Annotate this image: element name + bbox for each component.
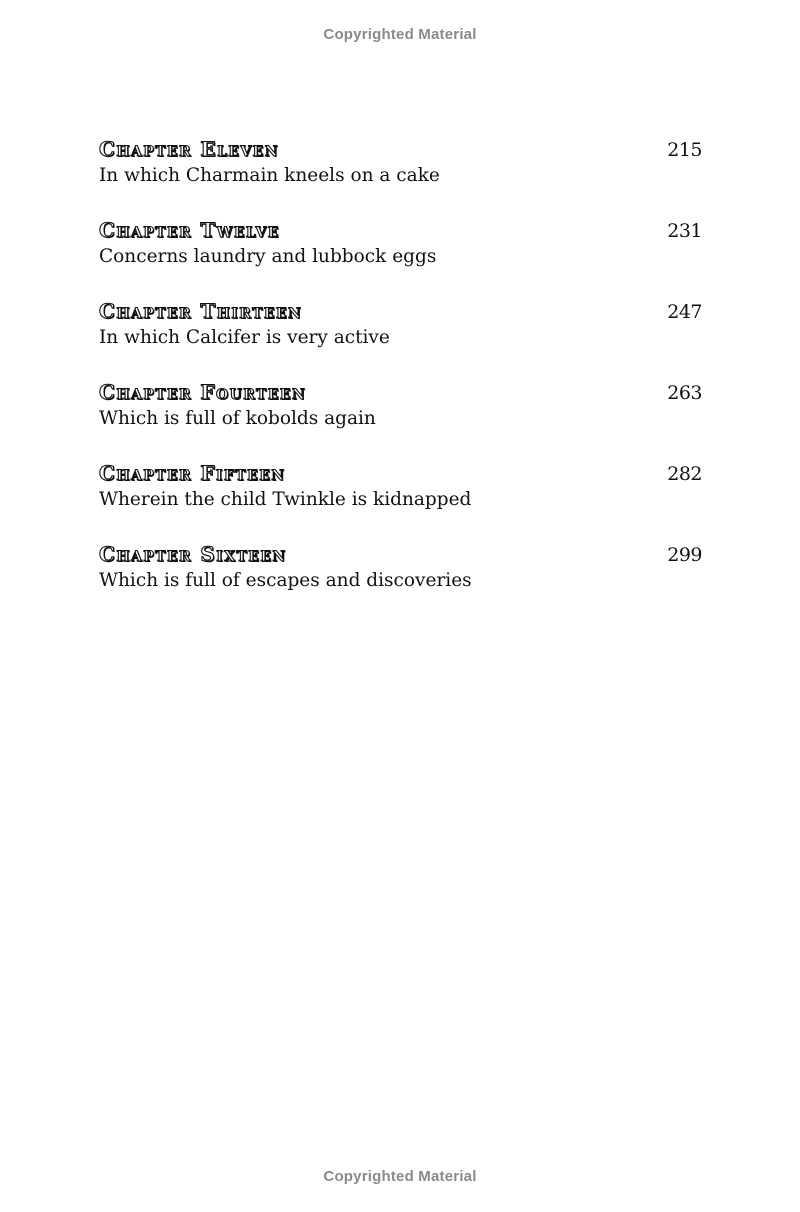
toc-entry-chapter-twelve [99, 218, 702, 299]
page-number: 282 [667, 463, 702, 485]
page-number: 247 [667, 301, 702, 323]
chapter-title: Chapter Twelve [99, 218, 280, 242]
copyright-watermark-bottom: Copyrighted Material [323, 1168, 477, 1185]
chapter-subtitle: Which is full of escapes and discoveries [99, 570, 472, 591]
page-number: 299 [667, 544, 702, 566]
page-number: 215 [667, 139, 702, 161]
chapter-title: Chapter Sixteen [99, 542, 287, 566]
toc-entry-header [99, 137, 702, 163]
toc-entry-header [99, 461, 702, 487]
copyright-watermark-top: Copyrighted Material [323, 26, 477, 43]
chapter-subtitle: Wherein the child Twinkle is kidnapped [99, 489, 472, 510]
chapter-subtitle: In which Charmain kneels on a cake [99, 165, 440, 186]
chapter-subtitle: Which is full of kobolds again [99, 408, 376, 429]
toc-entry-chapter-sixteen [99, 542, 702, 623]
chapter-title: Chapter Thirteen [99, 299, 303, 323]
page-number: 231 [667, 220, 702, 242]
chapter-title: Chapter Fifteen [99, 461, 286, 485]
toc-entry-header [99, 542, 702, 568]
chapter-title: Chapter Fourteen [99, 380, 307, 404]
toc-entry-chapter-thirteen [99, 299, 702, 380]
toc-entry-chapter-fourteen [99, 380, 702, 461]
table-of-contents [99, 137, 702, 623]
toc-entry-chapter-eleven [99, 137, 702, 218]
toc-entry-header [99, 218, 702, 244]
chapter-title: Chapter Eleven [99, 137, 279, 161]
page-number: 263 [667, 382, 702, 404]
toc-entry-chapter-fifteen [99, 461, 702, 542]
toc-entry-header [99, 299, 702, 325]
chapter-subtitle: In which Calcifer is very active [99, 327, 390, 348]
toc-entry-header [99, 380, 702, 406]
chapter-subtitle: Concerns laundry and lubbock eggs [99, 246, 437, 267]
